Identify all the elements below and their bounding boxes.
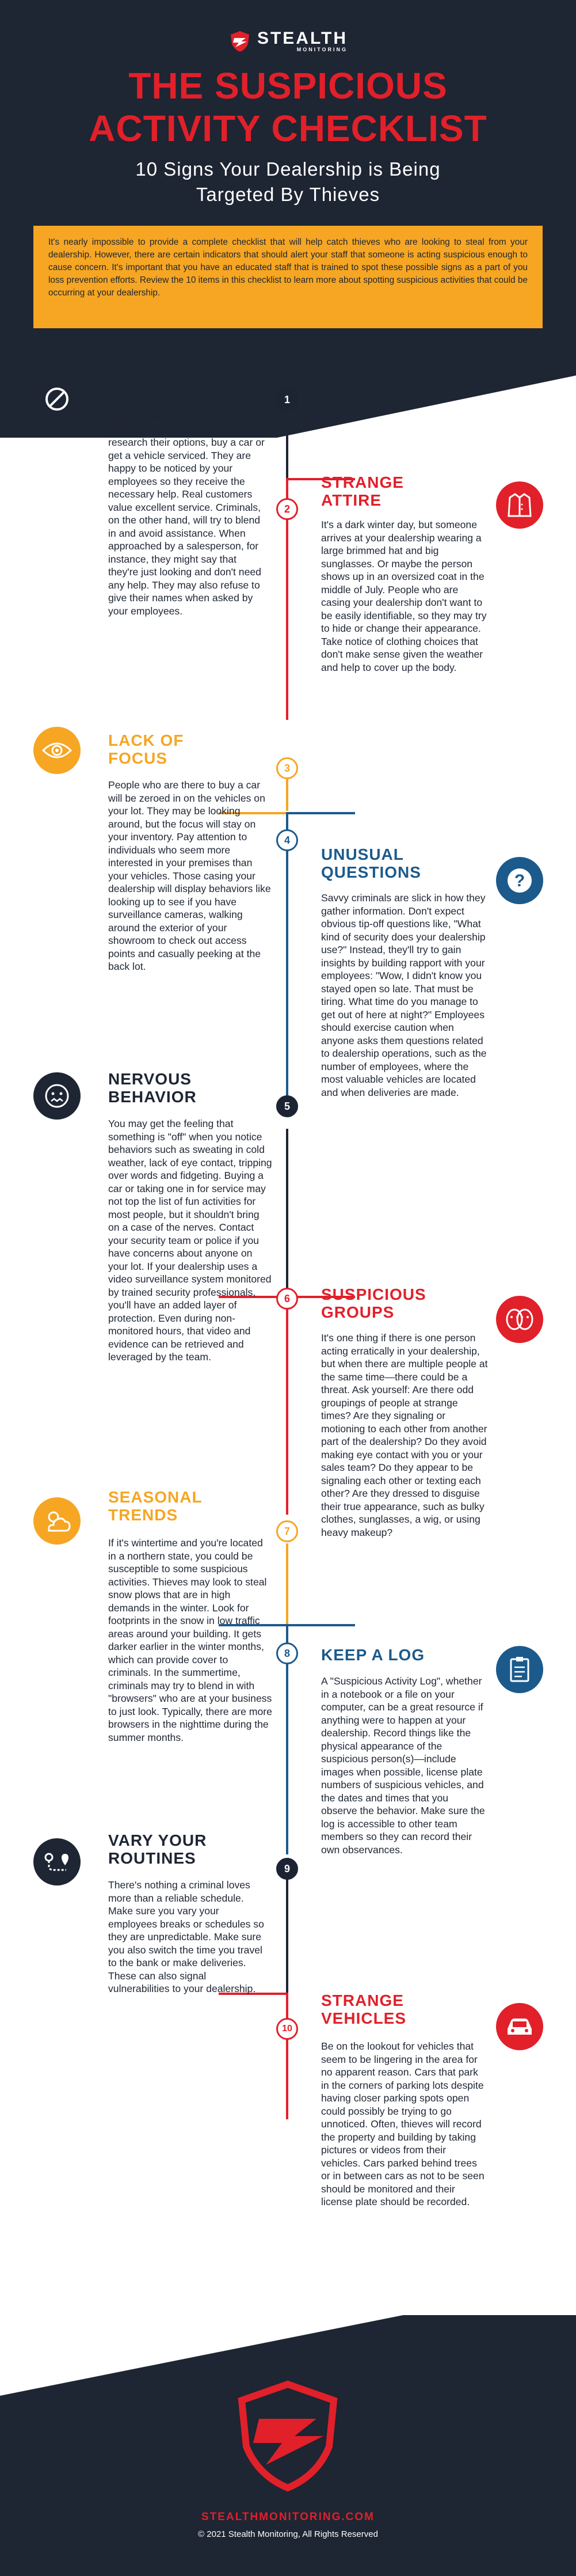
timeline-connector-10 <box>286 1993 288 2119</box>
item-10-body: Be on the lookout for vehicles that seem to be lingering in the area for no apparent reason. Cars that park in the corners of parking lots despite having closer parking spots open could possibly be trying to go unnoticed. Often, thieves will record the property and building by taking pictures or videos from their vehicles. Cars parked behind trees or in between cars as not to be seen should be monitored and their license plate should be recorded. <box>321 2040 485 2207</box>
item-5-body: You may get the feeling that something is "off" when you notice behaviors such as sweating in cold weather, lack of eye contact, tripping over words and fidgeting. Buying a car or taking one in for service may not top the list of fun activities for most people, but it shouldn't bring on a case of the nerves. Contact your security team or police if you have concerns about anyone on your lot. If your dealership uses a video surveillance system monitored by trained security professionals, you'll have an added layer of protection. Even during non-monitored hours, that video and evidence can be retrieved and leveraged by the team. <box>108 1118 272 1363</box>
timeline-connector-4-5 <box>286 812 288 1105</box>
eye-icon <box>33 727 81 774</box>
item-10-number: 10 <box>276 2018 298 2040</box>
item-9-number: 9 <box>276 1858 298 1880</box>
footer-copyright: © 2021 Stealth Monitoring, All Rights Reserved <box>198 2529 378 2539</box>
item-7-number: 7 <box>276 1520 298 1542</box>
timeline-connector-7-8 <box>286 1543 288 1624</box>
item-7-body: If it's wintertime and you're located in a northern state, you could be susceptible to some suspicious activities. Thieves may look to steal snow plows that are in high demands in the winter. Look for footprints in the snow in low traffic areas around your building. It gets darker earlier in the winter months, which can provide cover to criminals. In the summertime, criminals may try to blend in with "browsers" who are at your business to just look. Typically, there are more browsers in the nighttime during the summer months. <box>108 1537 272 1743</box>
timeline-connector-9-10 <box>286 1877 288 1993</box>
item-5-number: 5 <box>276 1095 298 1117</box>
title-line-2: ACTIVITY CHECKLIST <box>89 108 487 149</box>
brand-name: STEALTH <box>257 28 348 48</box>
item-10-title: STRANGE VEHICLES <box>321 1991 407 2027</box>
item-4-title: UNUSUAL QUESTIONS <box>321 845 421 881</box>
question-icon <box>496 857 543 904</box>
item-4-body: Savvy criminals are slick in how they gather information. Don't expect obvious tip-off questions like, "What kind of security does your dealership use?" Instead, they'll try to gain insights by building rapport with your employees: "Wow, I didn't know you stayed open so late. That must be tiring. What time do you manage to get out of here at night?" Employees should exercise caution when anyone asks them questions related to dealership operations, such as the number of employees, where the most valuable vehicles are located and when deliveries are made. <box>321 892 487 1098</box>
item-2-title: STRANGE ATTIRE <box>321 473 404 509</box>
intro-box: It's nearly impossible to provide a complete checklist that will help catch thieves who are looking to steal from your dealership. However, there are certain indicators that should alert your staff that someone is acting suspicious enough to cause concern. It's important that you have an educated staff that is trained to spot these possible signs as a part of you loss prevention efforts. Review the 10 items in this checklist to learn more about spotting suspicious activities that could be occurring at your dealership. <box>33 226 543 328</box>
no-entry-icon <box>33 375 81 423</box>
timeline-tick-4 <box>286 812 355 814</box>
log-icon <box>496 1646 543 1693</box>
item-6-title: SUSPICIOUS GROUPS <box>321 1285 426 1321</box>
nervous-face-icon <box>33 1072 81 1120</box>
subtitle-line-2: Targeted By Thieves <box>196 184 380 205</box>
item-8-title: KEEP A LOG <box>321 1646 425 1664</box>
header <box>0 0 576 438</box>
timeline-connector-5-6 <box>286 1129 288 1296</box>
item-1-body: People arriving at a dealership tend to be there for a specific reason--to research their options, buy a car or get a vehicle serviced. They are happy to be noticed by your employees so they receive the necessary help. Real customers value excellent service. Criminals, on the other hand, will try to blend in and avoid assistance. When approached by a salesperson, for instance, they might say that they're just looking and don't need any help. They may also refuse to give their names when asked by your employees. <box>108 411 268 617</box>
footer <box>0 2315 576 2576</box>
item-8-body: A "Suspicious Activity Log", whether in a notebook or a file on your computer, can be a great resource if anything were to happen at your dealership. Record things like the physical appearance of the suspicious person(s)—include images when possible, license plate numbers of suspicious vehicles, and the dates and times that you observe the behavior. Make sure the log is accessible to other team members so they can record their own observances. <box>321 1675 485 1856</box>
masks-icon <box>496 1296 543 1343</box>
title-line-1: THE SUSPICIOUS <box>128 65 448 107</box>
item-1-number: 1 <box>276 389 298 411</box>
timeline-connector-6-7 <box>286 1296 288 1515</box>
footer-url[interactable]: STEALTHMONITORING.COM <box>201 2511 375 2523</box>
item-6-body: It's one thing if there is one person acting erratically in your dealership, but when there are multiple people at the same time—there could be a threat. Ask yourself: Are there odd groupings of people at strange times? Are they signaling or motioning to each other from another part of the dealership? Do they avoid making eye contact with you or your sales team? Do they appear to be signaling each other or texting each other? Are they dressed to disguise their true appearance, such as bulky clothes, sunglasses, a wig, or using heavy makeup? <box>321 1332 488 1538</box>
brand <box>0 30 576 56</box>
item-6-number: 6 <box>276 1288 298 1310</box>
item-9-body: There's nothing a criminal loves more than a reliable schedule. Make sure you vary your employees breaks or schedules so they are unpredictable. Make sure you also switch the time you travel to the bank or make deliveries. These can also signal vulnerabilities to your dealership. <box>108 1879 264 1994</box>
brand-sub: MONITORING <box>296 46 348 52</box>
brand-logo[interactable] <box>228 30 348 53</box>
item-5-title: NERVOUS BEHAVIOR <box>108 1070 197 1106</box>
item-2-body: It's a dark winter day, but someone arrives at your dealership wearing a large brimmed hat and big sunglasses. Or maybe the person shows up in an oversized coat in the middle of July. People who are casing your dealership don't want to be easily identifiable, so they may try to hide or change their appearance. Take notice of clothing choices that don't make sense given the weather and help to cover up the body. <box>321 519 487 673</box>
item-2-number: 2 <box>276 498 298 520</box>
car-icon <box>496 2003 543 2050</box>
subtitle-line-1: 10 Signs Your Dealership is Being <box>135 158 441 180</box>
coat-icon <box>496 481 543 529</box>
item-1-title: AVOIDING ASSISTANCE <box>108 364 217 400</box>
item-3-number: 3 <box>276 757 298 779</box>
timeline-tick-8 <box>286 1624 355 1626</box>
item-3-body: People who are there to buy a car will be zeroed in on the vehicles on your lot. They may be looking around, but the focus will stay on your inventory. Pay attention to individuals who seem more interested in your premises than your vehicles. Those casing your dealership will display behaviors like looking up to see if you have surveillance cameras, walking around the exterior of your showroom to check out access points and casually peeking at the back lot. <box>108 779 271 972</box>
weather-icon <box>33 1497 81 1545</box>
item-3-title: LACK OF FOCUS <box>108 731 184 767</box>
item-9-title: VARY YOUR ROUTINES <box>108 1831 207 1867</box>
svg-text:?: ? <box>514 871 525 890</box>
shield-logo-large-icon[interactable] <box>230 2378 345 2494</box>
page-subtitle <box>0 157 576 207</box>
timeline-connector-1-2 <box>286 410 288 478</box>
page-title <box>0 65 576 150</box>
shield-logo-icon <box>228 30 251 53</box>
item-4-number: 4 <box>276 829 298 851</box>
item-8-number: 8 <box>276 1642 298 1664</box>
route-icon <box>33 1838 81 1885</box>
item-7-title: SEASONAL TRENDS <box>108 1488 203 1524</box>
